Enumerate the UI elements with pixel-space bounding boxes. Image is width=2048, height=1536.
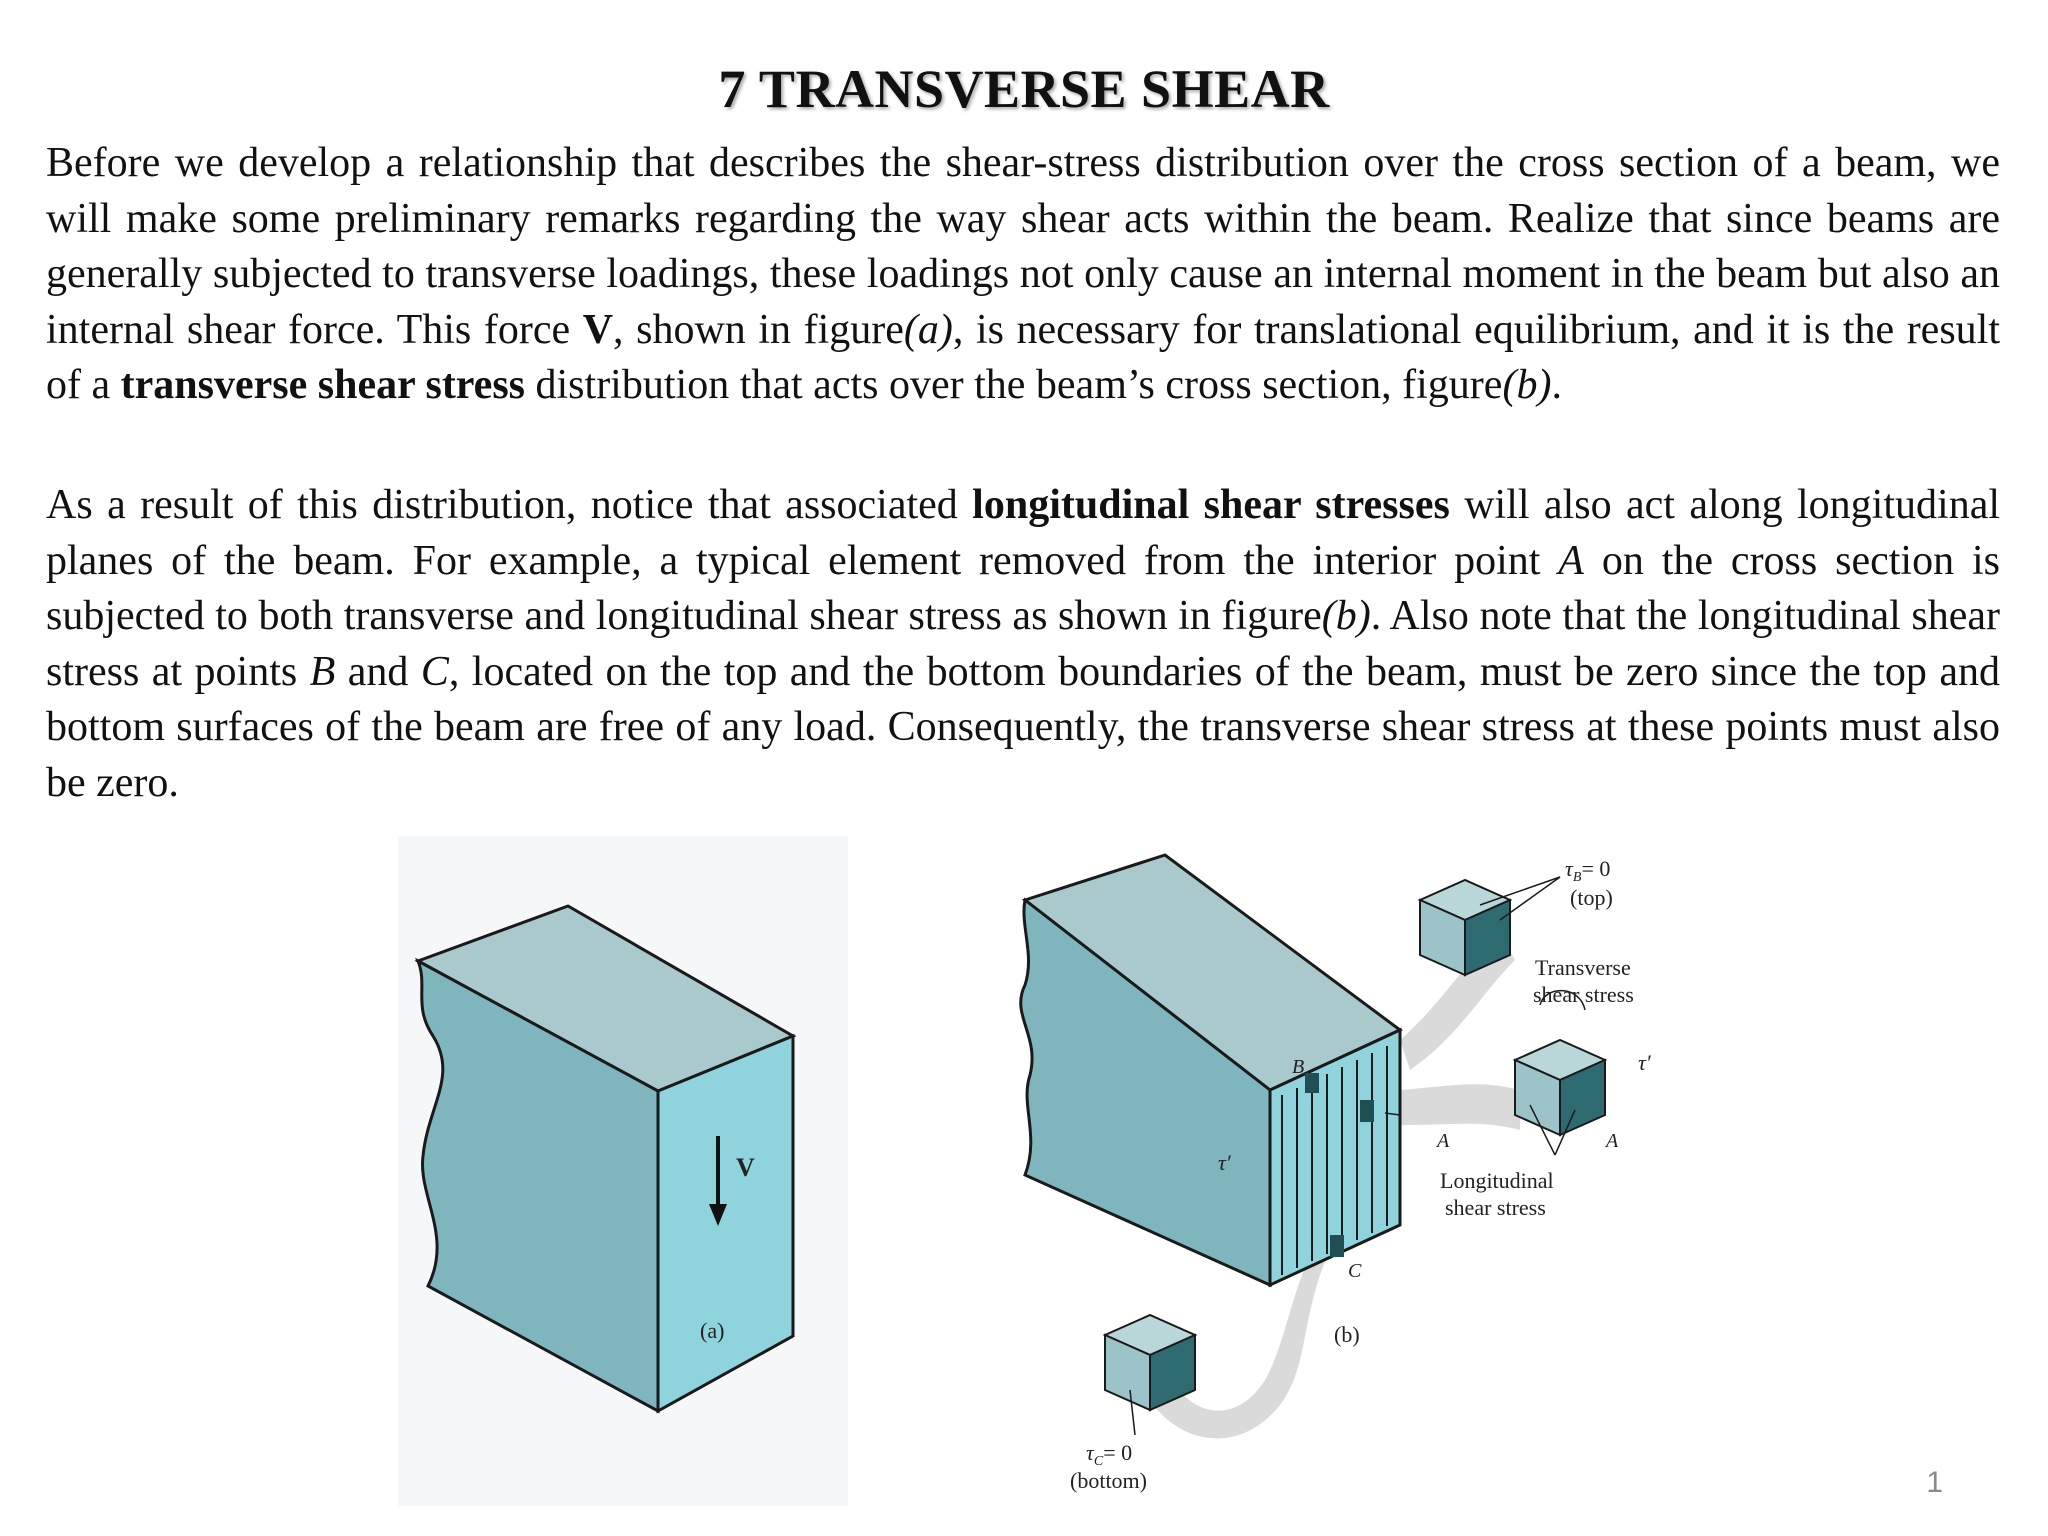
element-c <box>1330 1235 1344 1257</box>
top-label: (top) <box>1570 885 1613 910</box>
tau-prime-left: τ′ <box>1218 1150 1231 1175</box>
bottom-label: (bottom) <box>1070 1468 1147 1493</box>
tau-c-label: $\tau_C= 0$ <box>1086 1440 1133 1469</box>
element-b <box>1305 1073 1319 1093</box>
force-v-label: V <box>736 1153 755 1182</box>
figure-a-caption: (a) <box>700 1318 725 1343</box>
figure-b-caption: (b) <box>1334 1322 1360 1347</box>
point-a-right-label: A <box>1606 1130 1619 1152</box>
element-cube-bottom <box>1105 1315 1195 1410</box>
figure-a <box>398 836 848 1506</box>
page-number: 1 <box>1926 1466 1943 1499</box>
element-cube-top <box>1420 880 1510 975</box>
paragraph-1: Before we develop a relationship that describes the shear-stress distribution over the cross section of a beam, we will make some preliminary remarks regarding the way shear acts within the beam. Realize that since beams are generally subjected to transverse loadings, these loadings not only cause an internal moment in the beam but also an internal shear force. This force V, shown in figure(a), is necessary for translational equilibrium, and it is the result of a transverse shear stress distribution that acts over the beam’s cross section, figure(b). <box>46 140 2001 408</box>
figure-b <box>1000 845 1700 1510</box>
point-c-label: C <box>1348 1260 1362 1282</box>
longitudinal-label-1: Longitudinal <box>1440 1168 1554 1193</box>
tau-b-label: $\tau_B= 0$ <box>1565 856 1611 885</box>
slide-title: 7 TRANSVERSE SHEAR <box>718 59 1330 119</box>
longitudinal-label-2: shear stress <box>1445 1195 1546 1220</box>
tau-prime-right: τ′ <box>1638 1050 1651 1075</box>
transverse-label-2: shear stress <box>1533 982 1634 1007</box>
element-a <box>1360 1100 1374 1122</box>
paragraph-2: As a result of this distribution, notice that associated longitudinal shear stresses will also act along longitudinal planes of the beam. For example, a typical element removed from the interior point A on the cross section is subjected to both transverse and longitudinal shear stress as shown in figure(b). Also note that the longitudinal shear stress at points B and C, located on the top and the bottom boundaries of the beam, must be zero since the top and bottom surfaces of the beam are free of any load. Consequently, the transverse shear stress at these points must also be zero. <box>46 482 2001 806</box>
element-cube-middle <box>1515 1040 1605 1135</box>
point-a-left-label: A <box>1437 1130 1450 1152</box>
ribbon-right <box>1400 1084 1520 1130</box>
transverse-label-1: Transverse <box>1535 955 1631 980</box>
point-b-label: B <box>1292 1056 1305 1078</box>
